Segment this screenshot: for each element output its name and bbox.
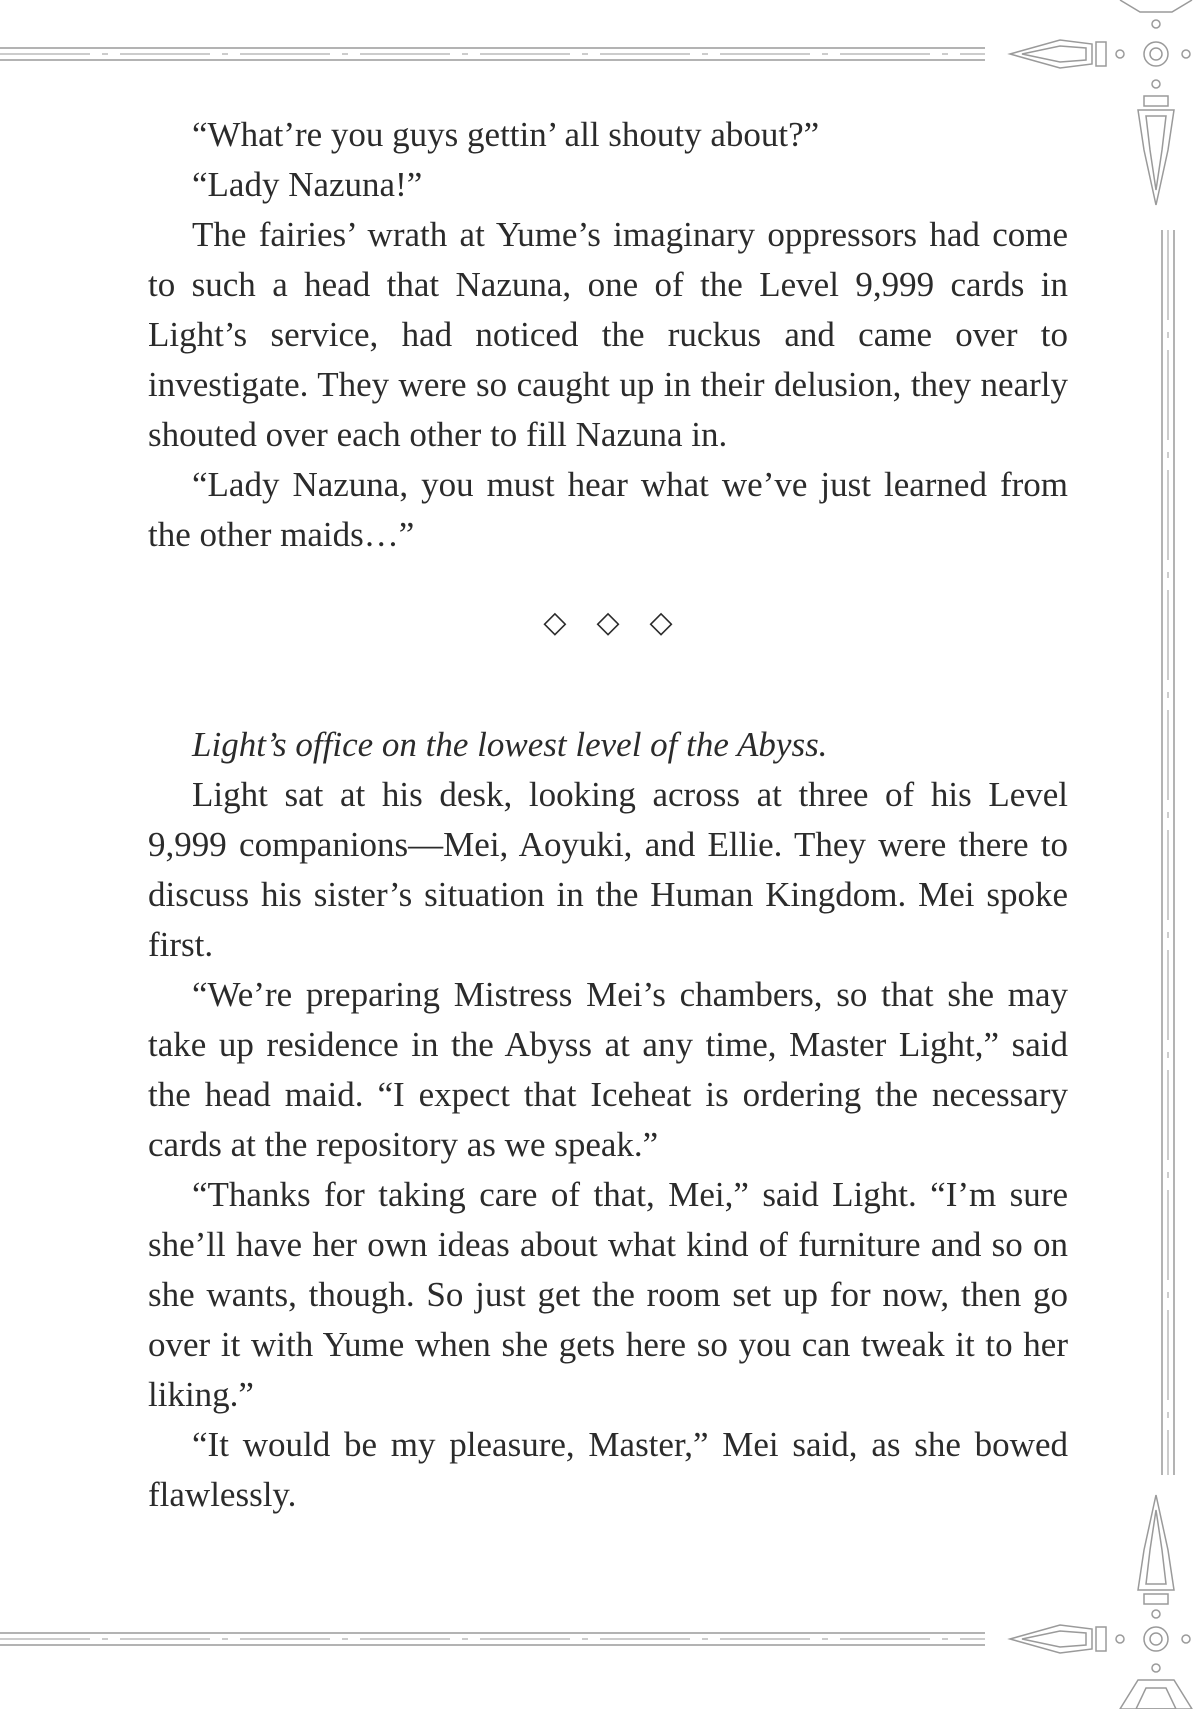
paragraph: The fairies’ wrath at Yume’s imaginary oppressors had come to such a head that Nazuna, one of the Level 9,999 cards in Light’s service, had noticed the ruckus and came over to investigate. They were so caught up in their delusion, they nearly shouted over each other to fill Nazuna in.	[148, 215, 1068, 454]
paragraph: “What’re you guys gettin’ all shouty about?”	[192, 115, 820, 154]
paragraph: “Lady Nazuna!”	[192, 165, 423, 204]
paragraph: “Thanks for taking care of that, Mei,” said Light. “I’m sure she’ll have her own ideas about what kind of furniture and so on she wants, though. So just get the room set up for now, then go over it with Yume when she gets here so you can tweak it to her liking.”	[148, 1175, 1068, 1414]
paragraph: “Lady Nazuna, you must hear what we’ve just learned from the other maids…”	[148, 465, 1068, 554]
body-text	[148, 110, 1068, 1520]
paragraph: “It would be my pleasure, Master,” Mei said, as she bowed flawlessly.	[148, 1425, 1068, 1514]
paragraph: “We’re preparing Mistress Mei’s chambers, so that she may take up residence in the Abyss at any time, Master Light,” said the head maid. “I expect that Iceheat is ordering the necessary cards at the repository as we speak.”	[148, 975, 1068, 1164]
paragraph: Light sat at his desk, looking across at three of his Level 9,999 companions—Mei, Aoyuki, and Ellie. They were there to discuss his sister’s situation in the Human Kingdom. Mei spoke first.	[148, 775, 1068, 964]
scene-break-separator: ◇◇◇	[543, 605, 703, 640]
paragraph-italic: Light’s office on the lowest level of the Abyss.	[192, 725, 828, 764]
